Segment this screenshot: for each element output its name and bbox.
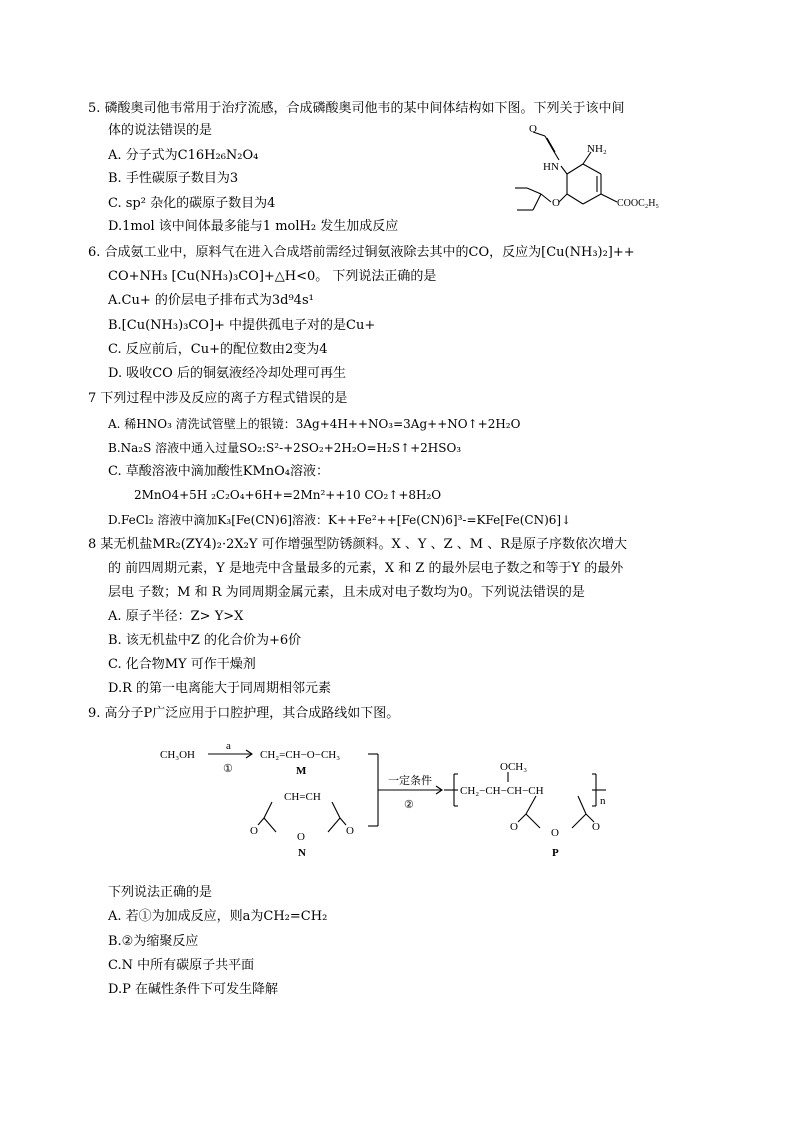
- q6-option-b: B.[Cu(NH₃)₃CO]+ 中提供孤电子对的是Cu+: [108, 318, 376, 333]
- q9-synthesis-scheme: [160, 730, 620, 870]
- q6-stem-line1: 6. 合成氨工业中，原料气在进入合成塔前需经过铜氨液除去其中的CO，反应为[Cu(NH₃)₂]++: [88, 245, 635, 260]
- compound-n-o-left: O: [250, 825, 258, 837]
- q7-option-a: A. 稀HNO₃ 清洗试管壁上的银镜：3Ag+4H++NO₃=3Ag++NO↑+2H₂O: [108, 417, 521, 431]
- q9-question: 下列说法正确的是: [108, 885, 213, 900]
- q7-option-b: B.Na₂S 溶液中通入过量SO₂:S²-+2SO₂+2H₂O=H₂S↑+2HSO₃: [108, 441, 462, 455]
- q8-option-a: A. 原子半径：Z> Y>X: [108, 609, 244, 624]
- q8-stem-line2: 的 前四周期元素，Y 是地壳中含量最多的元素，X 和 Z 的最外层电子数之和等于Y 的最外: [108, 561, 624, 576]
- compound-n-label: N: [298, 847, 306, 859]
- polymer-och3-label: OCH₃: [500, 761, 528, 773]
- q9-option-a: A. 若①为加成反应，则a为CH₂=CH₂: [108, 909, 328, 924]
- q5-option-c: C. sp² 杂化的碳原子数目为4: [108, 196, 276, 211]
- q6-option-d: D. 吸收CO 后的铜氨液经冷却处理可再生: [108, 366, 346, 381]
- q9-option-b: B.②为缩聚反应: [108, 934, 199, 949]
- q6-stem-line2: CO+NH₃ [Cu(NH₃)₃CO]+△H<0。 下列说法正确的是: [108, 269, 437, 284]
- amide-nh-label: HN: [543, 161, 559, 173]
- compound-n-o-ring: O: [297, 831, 305, 843]
- q5-molecule-structure: [505, 118, 690, 218]
- q8-option-d: D.R 的第一电离能大于同周期相邻元素: [108, 681, 332, 696]
- q5-option-b: B. 手性碳原子数目为3: [108, 171, 239, 186]
- q9-option-c: C.N 中所有碳原子共平面: [108, 958, 255, 973]
- q5-option-d: D.1mol 该中间体最多能与1 molH₂ 发生加成反应: [108, 219, 399, 234]
- ether-oxygen-label: O: [552, 197, 560, 209]
- q5-option-a: A. 分子式为C16H₂₆N₂O₄: [108, 148, 259, 163]
- q8-stem-line1: 8 某无机盐MR₂(ZY4)₂·2X₂Y 可作增强型防锈颜料。X 、Y 、Z 、M 、R是原子序数依次增大: [88, 537, 628, 552]
- step1-marker: ①: [223, 763, 233, 775]
- methanol-label: CH₃OH: [160, 749, 196, 761]
- q6-option-c: C. 反应前后，Cu+的配位数由2变为4: [108, 342, 328, 357]
- compound-m-label: M: [296, 765, 307, 777]
- compound-n-o-right: O: [346, 825, 354, 837]
- q7-option-c-line2: 2MnO4+5H ₂C₂O₄+6H+=2Mn²++10 CO₂↑+8H₂O: [134, 488, 442, 502]
- amine-nh2-label: NH₂: [587, 143, 607, 155]
- step2-marker: ②: [404, 799, 414, 811]
- q7-stem: 7 下列过程中涉及反应的离子方程式错误的是: [88, 391, 348, 406]
- q7-option-c-line1: C. 草酸溶液中滴加酸性KMnO₄溶液：: [108, 464, 330, 479]
- q9-stem: 9. 高分子P广泛应用于口腔护理，其合成路线如下图。: [88, 706, 400, 721]
- ester-group-label: COOC₂H₅: [617, 198, 659, 209]
- polymer-o-left: O: [510, 821, 518, 833]
- acetyl-oxygen-label: O: [529, 123, 537, 135]
- q8-stem-line3: 层电 子数；M 和 R 为同周期金属元素，且未成对电子数均为0。下列说法错误的是: [108, 585, 585, 600]
- polymer-o-ring: O: [551, 827, 559, 839]
- q8-option-c: C. 化合物MY 可作干燥剂: [108, 657, 256, 672]
- polymer-n-subscript: n: [600, 795, 606, 807]
- reagent-a-label: a: [226, 740, 231, 752]
- q6-option-a: A.Cu+ 的价层电子排布式为3d⁹4s¹: [108, 293, 314, 308]
- polymer-p-label: P: [552, 847, 559, 859]
- q8-option-b: B. 该无机盐中Z 的化合价为+6价: [108, 633, 302, 648]
- compound-m-formula: CH₂=CH−O−CH₃: [260, 749, 341, 761]
- q5-stem-line1: 5. 磷酸奥司他韦常用于治疗流感，合成磷酸奥司他韦的某中间体结构如下图。下列关于该中间: [88, 101, 625, 116]
- compound-n-top: CH=CH: [284, 791, 321, 803]
- q7-option-d: D.FeCl₂ 溶液中滴加K₃[Fe(CN)6]溶液：K++Fe²++[Fe(CN)6]³-=KFe[Fe(CN)6]↓: [108, 513, 572, 527]
- condition-label: 一定条件: [388, 775, 432, 787]
- polymer-o-right: O: [592, 821, 600, 833]
- q9-option-d: D.P 在碱性条件下可发生降解: [108, 982, 278, 997]
- polymer-chain-label: CH₂−CH−CH−CH: [460, 785, 544, 797]
- q5-stem-line2: 体的说法错误的是: [108, 123, 213, 138]
